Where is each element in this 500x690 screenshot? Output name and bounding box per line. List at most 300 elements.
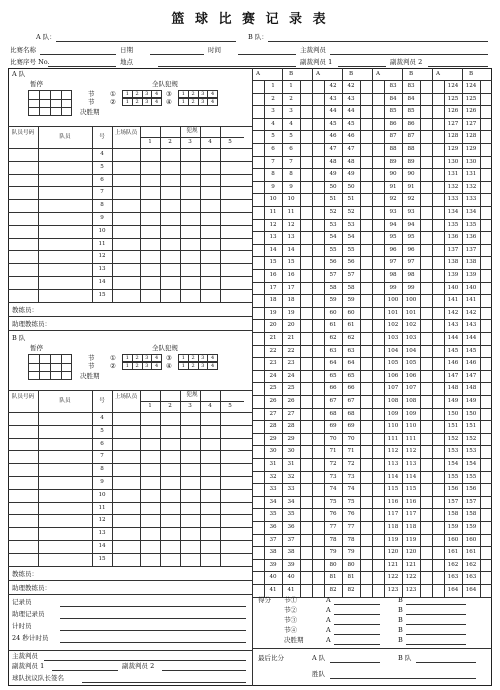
period-label: 节 (88, 362, 95, 370)
quarter-mark: ② (110, 98, 116, 106)
running-score-number: 83 (407, 83, 415, 89)
running-score-number: 145 (465, 347, 477, 354)
running-row-line (252, 168, 492, 169)
team-a-label: A 队： (36, 33, 56, 41)
running-score-number: 131 (447, 171, 459, 178)
running-score-number: 51 (347, 196, 355, 203)
running-score-number: 91 (389, 183, 397, 190)
running-score-number: 123 (387, 587, 399, 593)
running-score-number: 44 (347, 108, 355, 115)
running-score-number: 151 (447, 423, 459, 430)
running-score-number: 11 (269, 209, 277, 215)
running-score-number: 6 (289, 146, 293, 152)
running-score-number: 69 (329, 423, 337, 430)
header-field-line (238, 54, 296, 55)
player-number: 11 (98, 504, 106, 511)
running-score-number: 84 (407, 95, 415, 102)
running-score-number: 61 (329, 322, 337, 329)
running-score-number: 120 (405, 549, 417, 556)
running-score-number: 88 (407, 146, 415, 152)
running-score-number: 105 (387, 360, 399, 367)
running-score-number: 141 (465, 297, 477, 304)
running-score-number: 152 (447, 435, 459, 442)
running-score-number: 68 (347, 410, 355, 417)
running-score-number: 116 (387, 498, 399, 505)
running-row-line (252, 319, 492, 320)
running-score-number: 3 (271, 108, 275, 115)
running-score-number: 62 (329, 335, 337, 341)
running-score-number: 53 (347, 221, 355, 228)
foul-col-header: 2 (168, 403, 172, 409)
foul-box: 1 (179, 91, 189, 97)
running-score-number: 126 (447, 108, 459, 115)
running-score-number: 42 (329, 83, 337, 89)
col-header: 队员 (59, 398, 71, 404)
running-score-number: 7 (271, 158, 275, 165)
running-score-number: 21 (287, 335, 295, 341)
running-score-number: 84 (389, 95, 397, 102)
running-score-number: 51 (329, 196, 337, 203)
running-row-line (252, 307, 492, 308)
running-score-number: 26 (269, 398, 277, 404)
coach-label: 教练员： (12, 305, 38, 314)
player-number: 9 (100, 479, 104, 485)
col-header: 队员号码 (11, 394, 35, 400)
running-score-number: 18 (287, 297, 295, 304)
running-score-number: 80 (329, 561, 337, 568)
running-row-line (252, 584, 492, 585)
running-score-number: 57 (329, 272, 337, 278)
running-row-line (252, 93, 492, 94)
running-score-number: 57 (347, 272, 355, 278)
running-score-number: 112 (405, 448, 417, 455)
running-col-line (360, 80, 361, 597)
running-score-number: 153 (465, 448, 477, 455)
running-score-number: 58 (347, 284, 355, 291)
col-header: 号 (99, 398, 105, 404)
running-score-number: 113 (405, 461, 417, 467)
table-row-line (8, 476, 252, 477)
score-b-line (406, 614, 466, 615)
running-score-number: 132 (447, 183, 459, 190)
table-row-line (8, 527, 252, 528)
running-score-number: 19 (269, 309, 277, 316)
running-row-line (252, 571, 492, 572)
running-score-number: 78 (329, 536, 337, 543)
running-score-number: 38 (287, 549, 295, 556)
running-row-line (252, 496, 492, 497)
period-label: 节 (88, 98, 95, 106)
player-number: 14 (98, 543, 106, 549)
running-score-number: 134 (465, 209, 477, 215)
running-score-number: 119 (387, 536, 399, 543)
running-score-number: 109 (405, 410, 417, 417)
running-score-number: 96 (389, 246, 397, 253)
team-foul-boxes (122, 354, 162, 362)
running-score-number: 148 (465, 385, 477, 392)
running-row-line (252, 370, 492, 371)
running-score-number: 48 (329, 158, 337, 165)
running-score-number: 70 (347, 435, 355, 442)
running-score-number: 76 (347, 511, 355, 518)
col-header: 队员号码 (11, 130, 35, 136)
running-row-line (252, 395, 492, 396)
running-score-number: 28 (269, 423, 277, 430)
running-score-number: 150 (465, 410, 477, 417)
timeout-grid-line (39, 354, 40, 380)
player-number: 10 (98, 227, 106, 234)
running-score-number: 1 (289, 83, 293, 89)
running-score-number: 108 (405, 398, 417, 404)
player-number: 4 (100, 415, 104, 421)
captain-label: 球队抗议队长签名 (12, 674, 64, 682)
foul-box: 1 (123, 99, 133, 105)
running-score-number: 147 (447, 372, 459, 379)
running-header: B (468, 71, 474, 77)
running-score-number: 97 (389, 259, 397, 266)
running-score-number: 98 (407, 272, 415, 278)
running-score-number: 92 (407, 196, 415, 203)
foul-box: 3 (199, 99, 209, 105)
running-score-number: 36 (269, 524, 277, 530)
header-field-label: 日期 (120, 46, 133, 54)
running-score-number: 8 (289, 171, 293, 178)
running-score-number: 71 (347, 448, 355, 455)
foul-box: 1 (179, 99, 189, 105)
running-score-number: 46 (347, 133, 355, 140)
running-score-number: 35 (287, 511, 295, 518)
team-foul-boxes (178, 98, 218, 106)
referee-line (44, 660, 246, 661)
final-a-label: A 队 (312, 654, 326, 662)
running-score-number: 90 (407, 171, 415, 178)
running-score-number: 131 (465, 171, 477, 178)
running-score-number: 2 (289, 95, 293, 102)
table-row-line (8, 566, 252, 567)
running-score-number: 143 (465, 322, 477, 329)
umpire-line (52, 670, 118, 671)
official-label: 24 秒计时员 (12, 634, 49, 642)
running-score-number: 81 (329, 574, 337, 581)
running-score-number: 94 (389, 221, 397, 228)
running-score-number: 91 (407, 183, 415, 190)
running-score-number: 133 (465, 196, 477, 203)
running-score-number: 64 (347, 360, 355, 367)
running-score-number: 31 (287, 461, 295, 467)
running-row-line (252, 269, 492, 270)
timeout-grid-line (50, 90, 51, 116)
running-score-number: 139 (465, 272, 477, 278)
running-score-number: 6 (271, 146, 275, 152)
running-row-line (252, 156, 492, 157)
running-score-number: 55 (329, 246, 337, 253)
foul-box: 3 (199, 91, 209, 97)
running-score-number: 79 (347, 549, 355, 556)
running-score-number: 162 (465, 561, 477, 568)
header-field-label: 比赛序号 No. (10, 58, 50, 66)
running-score-number: 114 (405, 473, 417, 480)
timeout-grid-line (39, 90, 40, 116)
team-name-label: A 队 (12, 70, 26, 78)
running-score-number: 103 (387, 335, 399, 341)
section-divider (252, 648, 492, 649)
running-score-number: 19 (287, 309, 295, 316)
table-top (8, 390, 252, 391)
running-score-number: 144 (447, 335, 459, 341)
running-score-number: 21 (269, 335, 277, 341)
foul-col-header: 4 (208, 403, 212, 409)
foul-col-header: 5 (228, 139, 232, 145)
running-score-number: 43 (329, 95, 337, 102)
team-fouls-label: 全队犯规 (152, 80, 178, 88)
running-score-number: 161 (465, 549, 477, 556)
team-foul-boxes (178, 354, 218, 362)
overtime-label: 决胜期 (80, 108, 100, 116)
running-score-number: 77 (347, 524, 355, 530)
running-score-number: 159 (447, 524, 459, 530)
running-score-number: 37 (287, 536, 295, 543)
running-score-number: 158 (447, 511, 459, 518)
foul-col-header: 2 (168, 139, 172, 145)
running-score-number: 102 (405, 322, 417, 329)
running-score-number: 164 (447, 587, 459, 593)
table-row-line (8, 250, 252, 251)
running-score-number: 140 (465, 284, 477, 291)
winner-label: 胜队 (312, 670, 325, 678)
score-b-label: B (398, 626, 403, 634)
running-row-line (252, 483, 492, 484)
running-score-number: 102 (387, 322, 399, 329)
running-score-number: 136 (465, 234, 477, 241)
running-score-number: 26 (287, 398, 295, 404)
foul-col-header: 4 (208, 139, 212, 145)
running-score-number: 43 (347, 95, 355, 102)
player-number: 7 (100, 453, 104, 460)
running-score-number: 16 (269, 272, 277, 278)
player-number: 5 (100, 427, 104, 434)
col-header: 上场队员 (114, 394, 138, 400)
running-score-number: 63 (347, 347, 355, 354)
table-row-line (8, 463, 252, 464)
running-score-number: 2 (271, 95, 275, 102)
running-score-number: 88 (389, 146, 397, 152)
running-score-number: 46 (329, 133, 337, 140)
player-number: 7 (100, 189, 104, 196)
running-score-number: 105 (405, 360, 417, 367)
table-row-line (8, 174, 252, 175)
running-score-number: 150 (447, 410, 459, 417)
running-score-number: 127 (465, 120, 477, 127)
running-score-number: 146 (465, 360, 477, 367)
running-score-number: 145 (447, 347, 459, 354)
running-score-number: 107 (405, 385, 417, 392)
running-score-number: 30 (269, 448, 277, 455)
running-score-number: 90 (389, 171, 397, 178)
final-b-line (416, 662, 476, 663)
table-row-line (8, 489, 252, 490)
running-score-number: 93 (389, 209, 397, 215)
table-row-line (8, 289, 252, 290)
running-score-number: 34 (287, 498, 295, 505)
running-score-number: 27 (269, 410, 277, 417)
running-score-number: 62 (347, 335, 355, 341)
running-score-number: 42 (347, 83, 355, 89)
table-row-line (8, 276, 252, 277)
foul-box: 2 (133, 91, 143, 97)
running-score-number: 12 (287, 221, 295, 228)
table-row-line (8, 212, 252, 213)
foul-box: 4 (155, 363, 159, 369)
player-number: 10 (98, 491, 106, 498)
running-row-line (252, 471, 492, 472)
running-score-number: 13 (269, 234, 277, 241)
running-score-number: 61 (347, 322, 355, 329)
running-score-number: 10 (287, 196, 295, 203)
running-score-number: 66 (329, 385, 337, 392)
timeout-grid-line (50, 354, 51, 380)
table-row-line (8, 502, 252, 503)
running-score-number: 147 (465, 372, 477, 379)
score-a-line (334, 634, 380, 635)
running-score-number: 33 (269, 486, 277, 493)
period-label: 节 (88, 354, 95, 362)
running-score-number: 161 (447, 549, 459, 556)
foul-box: 2 (189, 363, 199, 369)
running-score-number: 16 (287, 272, 295, 278)
col-header: 队员 (59, 134, 71, 140)
running-score-number: 135 (465, 221, 477, 228)
running-score-number: 78 (347, 536, 355, 543)
header-field-label: 时间 (208, 46, 221, 54)
running-score-number: 34 (269, 498, 277, 505)
running-score-number: 56 (347, 259, 355, 266)
score-b-line (406, 644, 466, 645)
running-score-number: 9 (289, 183, 293, 190)
foul-box: 4 (211, 363, 215, 369)
quarter-mark: ① (110, 354, 116, 362)
running-score-number: 30 (287, 448, 295, 455)
running-score-number: 48 (347, 158, 355, 165)
running-score-number: 159 (465, 524, 477, 530)
running-row-line (252, 559, 492, 560)
running-score-number: 5 (289, 133, 293, 140)
running-score-number: 17 (287, 284, 295, 291)
running-score-number: 163 (465, 574, 477, 581)
running-score-number: 121 (387, 561, 399, 568)
running-score-number: 67 (347, 398, 355, 404)
running-score-number: 24 (287, 372, 295, 379)
running-row-line (252, 244, 492, 245)
running-score-number: 139 (447, 272, 459, 278)
running-score-number: 50 (329, 183, 337, 190)
player-number: 13 (98, 266, 106, 273)
running-score-number: 4 (271, 120, 275, 127)
foul-box: 2 (189, 99, 199, 105)
running-score-number: 64 (329, 360, 337, 367)
running-score-number: 118 (387, 524, 399, 530)
running-score-number: 106 (405, 372, 417, 379)
running-score-number: 101 (387, 309, 399, 316)
running-score-number: 12 (269, 221, 277, 228)
running-score-number: 104 (405, 347, 417, 354)
foul-box: 1 (123, 91, 133, 97)
running-row-line (252, 231, 492, 232)
running-row-line (252, 118, 492, 119)
table-row-line (8, 302, 252, 303)
running-row-line (252, 282, 492, 283)
score-b-line (406, 604, 466, 605)
running-score-number: 4 (289, 120, 293, 127)
quarter-mark: ④ (166, 362, 172, 370)
running-score-number: 85 (389, 108, 397, 115)
score-a-label: A (326, 606, 331, 614)
running-header: B (348, 71, 354, 77)
running-score-number: 63 (329, 347, 337, 354)
running-score-number: 87 (407, 133, 415, 140)
running-score-number: 59 (329, 297, 337, 304)
running-score-number: 55 (347, 246, 355, 253)
running-score-number: 18 (269, 297, 277, 304)
running-score-number: 68 (329, 410, 337, 417)
score-b-label: B (398, 596, 403, 604)
table-row-line (8, 148, 252, 149)
running-score-number: 66 (347, 385, 355, 392)
running-score-number: 29 (287, 435, 295, 442)
running-row-line (252, 433, 492, 434)
running-score-number: 65 (347, 372, 355, 379)
running-score-number: 143 (447, 322, 459, 329)
header-field-line (158, 66, 296, 67)
running-score-number: 111 (405, 435, 417, 442)
foul-box: 4 (211, 355, 215, 361)
running-score-number: 149 (447, 398, 459, 404)
coach-line (8, 580, 252, 581)
team-foul-boxes (122, 98, 162, 106)
running-score-number: 141 (447, 297, 459, 304)
running-score-number: 31 (269, 461, 277, 467)
running-score-number: 154 (465, 461, 477, 467)
running-score-number: 14 (287, 246, 295, 253)
running-score-number: 96 (407, 246, 415, 253)
running-score-number: 153 (447, 448, 459, 455)
table-row-line (8, 225, 252, 226)
overtime-label: 决胜期 (80, 372, 100, 380)
running-score-number: 125 (465, 95, 477, 102)
running-score-number: 94 (407, 221, 415, 228)
running-score-number: 1 (271, 83, 275, 89)
running-score-number: 60 (347, 309, 355, 316)
running-score-number: 82 (329, 587, 337, 593)
period-score-label: 节③ (284, 616, 297, 624)
foul-subhead-line (140, 137, 244, 138)
team-foul-boxes (178, 90, 218, 98)
running-score-number: 45 (347, 120, 355, 127)
assistant-coach-label: 助理教练员： (12, 583, 51, 592)
foul-box: 2 (133, 363, 143, 369)
running-row-line (252, 256, 492, 257)
quarter-mark: ③ (166, 90, 172, 98)
running-score-number: 75 (329, 498, 337, 505)
final-score-label: 最后比分 (258, 654, 284, 662)
running-score-number: 89 (389, 158, 397, 165)
running-header: B (408, 71, 414, 77)
running-score-number: 65 (329, 372, 337, 379)
section-divider (8, 650, 252, 651)
table-row-line (8, 238, 252, 239)
running-score-number: 52 (329, 209, 337, 215)
score-a-label: A (326, 616, 331, 624)
coach-label: 教练员： (12, 569, 38, 578)
